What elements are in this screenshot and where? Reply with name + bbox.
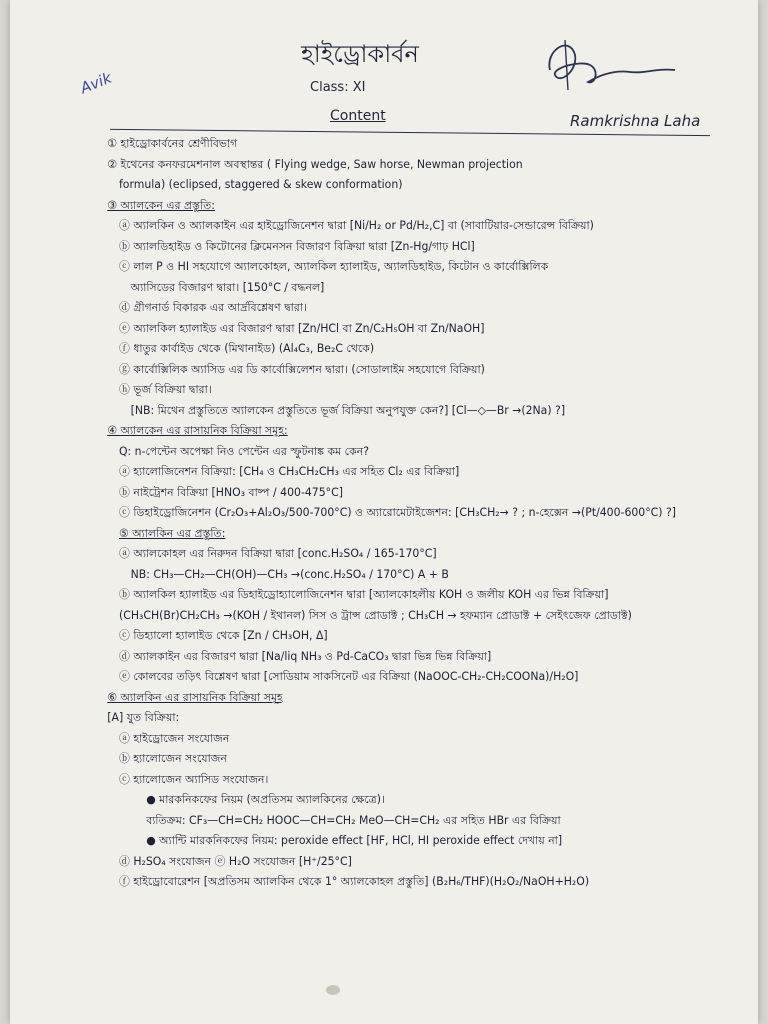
content-line: ⓑ হ্যালোজেন সংযোজন <box>118 752 227 765</box>
content-line: ⓓ H₂SO₄ সংযোজন ⓔ H₂O সংযোজন [H⁺/25°C] <box>118 854 352 868</box>
content-line: formula) (eclipsed, staggered & skew conformation) <box>118 178 403 191</box>
notebook-page <box>10 0 758 1024</box>
content-heading: Content <box>330 108 386 124</box>
subsection-heading: [A] যুত বিক্রিয়া: <box>107 711 180 724</box>
content-line: ⓒ হ্যালোজেন অ্যাসিড সংযোজন। <box>118 772 269 786</box>
author-name-right: Ramkrishna Laha <box>570 112 701 130</box>
content-line: (CH₃CH(Br)CH₂CH₃ →(KOH / ইথানল) সিস ও ট্রান্স প্রোডাক্ট ; CH₃CH → হফম্যান প্রোডাক্ট + সেইৎজেফ প্রোডাক্ট) <box>118 608 632 622</box>
note-line: NB: CH₃—CH₂—CH(OH)—CH₃ →(conc.H₂SO₄ / 170°C) A + B <box>130 567 449 581</box>
content-line: ① হাইড্রোকার্বনের শ্রেণীবিভাগ <box>107 137 238 150</box>
question-line: Q: n-পেন্টেন অপেক্ষা নিও পেন্টেন এর স্ফুটনাঙ্ক কম কেন? <box>118 444 369 458</box>
content-line: ⓐ অ্যালকিন ও অ্যালকাইন এর হাইড্রোজিনেশন দ্বারা [Ni/H₂ or Pd/H₂,C] বা (সাবাটিয়ার-সেন্ডারেন্স বিক্রিয়া) <box>118 219 594 232</box>
content-line: ⓒ ডিহাইড্রোজিনেশন (Cr₂O₃+Al₂O₃/500-700°C) ও অ্যারোমেটাইজেশন: [CH₃CH₂→ ? ; n-হেক্সেন →(Pt/400-600°C) ?] <box>118 506 677 519</box>
author-name-left: Avik <box>77 68 115 98</box>
content-line: ⓖ কার্বোক্সিলিক অ্যাসিড এর ডি কার্বোক্সিলেশন দ্বারা। (সোডালাইম সহযোগে বিক্রিয়া) <box>118 362 485 376</box>
content-line: ⓓ গ্রীগনার্ড বিকারক এর আর্দ্রবিশ্লেষণ দ্বারা। <box>118 301 307 314</box>
signature-scribble <box>540 30 680 100</box>
content-line: ② ইথেনের কনফরমেশনাল অবস্থান্তর ( Flying wedge, Saw horse, Newman projection <box>107 157 523 171</box>
exception-line: ব্যতিক্রম: CF₃—CH=CH₂ HOOC—CH=CH₂ MeO—CH=CH₂ এর সহিত HBr এর বিক্রিয়া <box>146 813 561 827</box>
content-line: ⓓ অ্যালকাইন এর বিজারণ দ্বারা [Na/liq NH₃ ও Pd-CaCO₃ দ্বারা ভিন্ন ভিন্ন বিক্রিয়া] <box>118 649 492 663</box>
content-line: ⓔ অ্যালকিল হ্যালাইড এর বিজারণ দ্বারা [Zn/HCl বা Zn/C₂H₅OH বা Zn/NaOH] <box>118 321 485 335</box>
rule-line: ● মারকনিকফের নিয়ম (অপ্রতিসম অ্যালকিনের ক্ষেত্রে)। <box>146 793 385 806</box>
content-line: ⓕ ধাতুর কার্বাইড থেকে (মিথানাইড) (Al₄C₃, Be₂C থেকে) <box>118 342 375 355</box>
content-line: ⓑ অ্যালডিহাইড ও কিটোনের ক্লিমেনসন বিজারণ বিক্রিয়া দ্বারা [Zn-Hg/গাঢ় HCl] <box>118 239 475 253</box>
section-heading: ⑤ অ্যালকিন এর প্রস্তুতি: <box>118 526 226 540</box>
content-list <box>10 134 758 893</box>
content-line: ⓗ ভূর্জ বিক্রিয়া দ্বারা। <box>118 383 212 396</box>
content-line: ⓑ অ্যালকিল হ্যালাইড এর ডিহাইড্রোহ্যালোজিনেশন দ্বারা [অ্যালকোহলীয় KOH ও জলীয় KOH এর ভিন্ন বিক্রিয়া] <box>118 588 609 601</box>
section-heading: ⑥ অ্যালকিন এর রাসায়নিক বিক্রিয়া সমূহ <box>107 690 283 704</box>
content-line: অ্যাসিডের বিজারণ দ্বারা। [150°C / বদ্ধনল] <box>130 280 325 294</box>
paper-mark <box>326 985 340 995</box>
note-line: [NB: মিথেন প্রস্তুতিতে অ্যালকেন প্রস্তুতিতে ভূর্জ বিক্রিয়া অনুপযুক্ত কেন?] [Cl—◇—Br →(2Na) ?] <box>130 403 566 417</box>
page-title: হাইড্রোকার্বন <box>301 40 419 68</box>
content-line: ⓔ কোলবের তড়িৎ বিশ্লেষণ দ্বারা [সোডিয়াম সাকসিনেট এর বিক্রিয়া (NaOOC-CH₂-CH₂COONa)/H₂O] <box>118 670 579 683</box>
class-label: Class: XI <box>310 80 366 95</box>
rule-line: ● অ্যান্টি মারকনিকফের নিয়ম: peroxide effect [HF, HCl, HI peroxide effect দেখায় না] <box>146 834 563 847</box>
content-line: ⓕ হাইড্রোবোরেশন [অপ্রতিসম অ্যালকিন থেকে 1° অ্যালকোহল প্রস্তুতি] (B₂H₆/THF)(H₂O₂/NaOH+H₂O) <box>118 875 590 888</box>
content-line: ⓒ ডিহ্যালো হ্যালাইড থেকে [Zn / CH₃OH, Δ] <box>118 629 328 642</box>
content-line: ⓒ লাল P ও HI সহযোগে অ্যালকোহল, অ্যালকিল হ্যালাইড, অ্যালডিহাইড, কিটোন ও কার্বোক্সিলিক <box>118 260 549 273</box>
section-heading: ③ অ্যালকেন এর প্রস্তুতি: <box>107 198 215 212</box>
section-heading: ④ অ্যালকেন এর রাসায়নিক বিক্রিয়া সমূহ: <box>107 424 288 437</box>
content-line: ⓑ নাইট্রেশন বিক্রিয়া [HNO₃ বাষ্প / 400-475°C] <box>118 485 343 499</box>
content-line: ⓐ হ্যালোজিনেশন বিক্রিয়া: [CH₄ ও CH₃CH₂CH₃ এর সহিত Cl₂ এর বিক্রিয়া] <box>118 465 460 478</box>
content-line: ⓐ হাইড্রোজেন সংযোজন <box>118 731 230 745</box>
content-line: ⓐ অ্যালকোহল এর নিরুদন বিক্রিয়া দ্বারা [conc.H₂SO₄ / 165-170°C] <box>118 547 437 560</box>
